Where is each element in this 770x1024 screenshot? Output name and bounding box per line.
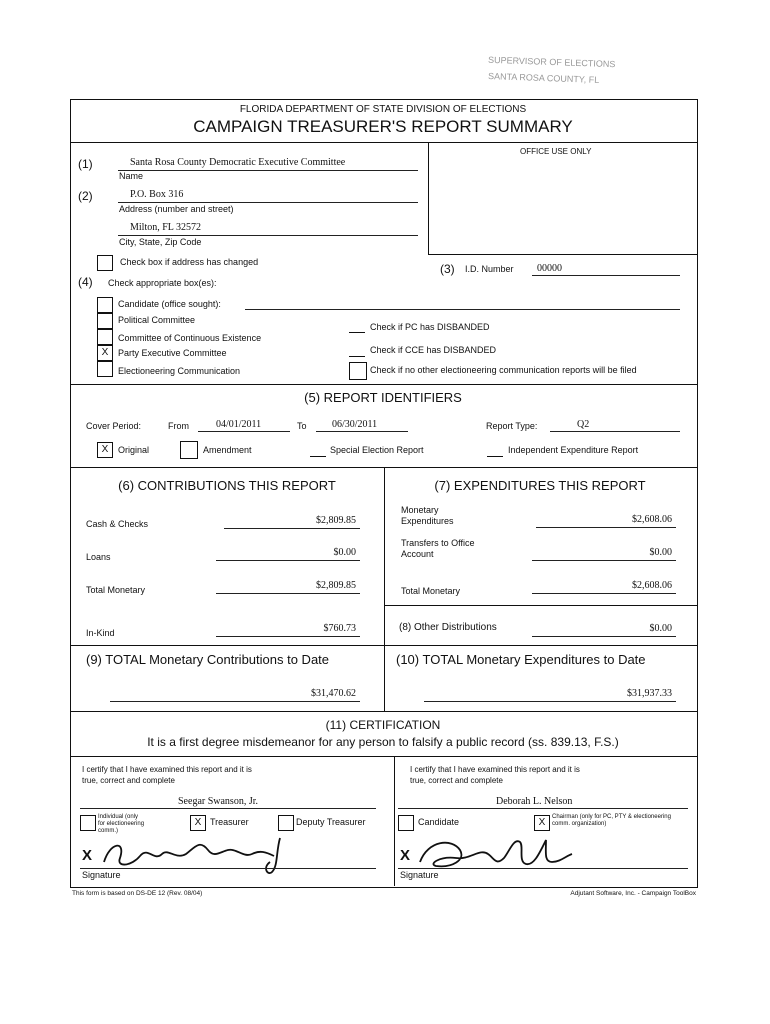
id-number-label: I.D. Number [465,264,514,274]
party-executive-label: Party Executive Committee [118,348,227,358]
cce-checkbox[interactable] [97,329,113,345]
electioneering-checkbox[interactable] [97,361,113,377]
treasurer-printed-name: Seegar Swanson, Jr. [178,796,258,807]
treasurer-checkbox[interactable]: X [190,815,206,831]
form-title: CAMPAIGN TREASURER'S REPORT SUMMARY [193,117,573,136]
office-use-box [428,142,697,255]
address-value: P.O. Box 316 [130,189,184,200]
cce-disbanded-label: Check if CCE has DISBANDED [370,345,497,355]
cce-disbanded-checkbox[interactable] [349,342,365,357]
check-boxes-label: Check appropriate box(es): [108,278,217,288]
name-label: Name [119,171,144,181]
city-value: Milton, FL 32572 [130,222,202,233]
certification-title: (11) CERTIFICATION [325,718,441,732]
independent-expenditure-label: Independent Expenditure Report [508,445,639,455]
city-label: City, State, Zip Code [119,237,202,247]
cce-label: Committee of Continuous Existence [118,333,262,343]
transfers-value: $0.00 [649,547,672,558]
committee-name-value: Santa Rosa County Democratic Executive Committee [130,157,346,168]
right-signature-label: Signature [400,870,439,880]
special-election-checkbox[interactable] [310,442,326,457]
cash-checks-value: $2,809.85 [316,515,356,526]
left-signature-label: Signature [82,870,121,880]
transfers-label-1: Transfers to Office [401,538,475,548]
contributions-title: (6) CONTRIBUTIONS THIS REPORT [118,478,336,493]
individual-label: Individual (only for electioneering comm.) [98,814,145,835]
in-kind-label: In-Kind [86,628,115,638]
electioneering-label: Electioneering Communication [118,366,241,376]
other-distributions-label: (8) Other Distributions [399,622,497,633]
address-label: Address (number and street) [119,204,234,214]
amendment-checkbox[interactable] [180,441,198,459]
total-contributions-to-date-value: $31,470.62 [311,688,356,699]
deputy-treasurer-label: Deputy Treasurer [296,817,366,827]
right-signature-x: X [400,847,411,864]
pc-disbanded-label: Check if PC has DISBANDED [370,322,490,332]
from-label: From [168,421,189,431]
pc-disbanded-checkbox[interactable] [349,318,365,333]
report-type-label: Report Type: [486,421,538,431]
treasurer-signature [96,832,326,876]
cash-checks-label: Cash & Checks [86,519,149,529]
monetary-expenditures-label-2: Expenditures [401,516,454,526]
office-use-label: OFFICE USE ONLY [520,147,592,156]
address-changed-checkbox[interactable] [97,255,113,271]
individual-checkbox[interactable] [80,815,96,831]
party-executive-checkbox[interactable]: X [97,345,113,361]
original-label: Original [118,445,150,455]
amendment-label: Amendment [203,445,252,455]
certification-warning: It is a first degree misdemeanor for any person to falsify a public record (ss. 839.13, F.S.) [147,735,619,749]
section-2-number: (2) [78,189,93,203]
received-stamp-line2: SANTA ROSA COUNTY, FL [487,71,600,85]
candidate-signer-label: Candidate [418,817,460,827]
no-other-reports-label: Check if no other electioneering communication reports will be filed [370,365,637,375]
certify-right-line2: true, correct and complete [410,776,503,785]
to-date-value: 06/30/2011 [332,419,378,430]
total-contributions-value: $2,809.85 [316,580,356,591]
total-contributions-label: Total Monetary [86,585,146,595]
no-other-reports-checkbox[interactable] [349,362,367,380]
section-3-number: (3) [440,262,455,276]
political-committee-label: Political Committee [118,315,196,325]
chairman-printed-name: Deborah L. Nelson [496,796,573,807]
monetary-expenditures-value: $2,608.06 [632,514,672,525]
loans-value: $0.00 [333,547,356,558]
section-1-number: (1) [78,157,93,171]
total-expenditures-to-date-value: $31,937.33 [627,688,672,699]
total-contributions-to-date-title: (9) TOTAL Monetary Contributions to Date [86,652,330,667]
chairman-checkbox[interactable]: X [534,815,550,831]
received-stamp-line1: SUPERVISOR OF ELECTIONS [487,54,616,70]
treasurer-label: Treasurer [210,817,249,827]
expenditures-title: (7) EXPENDITURES THIS REPORT [434,478,646,493]
form-source-note: This form is based on DS-DE 12 (Rev. 08/04) [72,890,203,897]
candidate-checkbox[interactable] [97,297,113,313]
certify-right-line1: I certify that I have examined this report and it is [410,765,580,774]
total-expenditures-label: Total Monetary [401,586,461,596]
section-4-number: (4) [78,275,93,289]
special-election-label: Special Election Report [330,445,424,455]
transfers-label-2: Account [401,549,434,559]
from-date-value: 04/01/2011 [216,419,262,430]
candidate-label: Candidate (office sought): [118,299,221,309]
chairman-label: Chairman (only for PC, PTY & electioneering comm. organization) [552,814,671,828]
report-identifiers-title: (5) REPORT IDENTIFIERS [304,390,462,405]
cover-period-label: Cover Period: [86,421,142,431]
left-signature-x: X [82,847,93,864]
loans-label: Loans [86,552,111,562]
total-expenditures-to-date-title: (10) TOTAL Monetary Expenditures to Date [396,652,646,667]
original-checkbox[interactable]: X [97,442,113,458]
total-expenditures-value: $2,608.06 [632,580,672,591]
certify-left-line1: I certify that I have examined this report and it is [82,765,252,774]
id-number-value: 00000 [537,263,562,274]
department-heading: FLORIDA DEPARTMENT OF STATE DIVISION OF ELECTIONS [239,104,527,115]
to-label: To [297,421,307,431]
independent-expenditure-checkbox[interactable] [487,442,503,457]
monetary-expenditures-label-1: Monetary [401,505,439,515]
software-credit: Adjutant Software, Inc. - Campaign ToolBox [570,890,696,897]
other-distributions-value: $0.00 [649,623,672,634]
certify-left-line2: true, correct and complete [82,776,175,785]
address-changed-label: Check box if address has changed [120,257,259,267]
report-type-value: Q2 [577,419,590,430]
in-kind-value: $760.73 [323,623,356,634]
deputy-treasurer-checkbox[interactable] [278,815,294,831]
political-committee-checkbox[interactable] [97,313,113,329]
